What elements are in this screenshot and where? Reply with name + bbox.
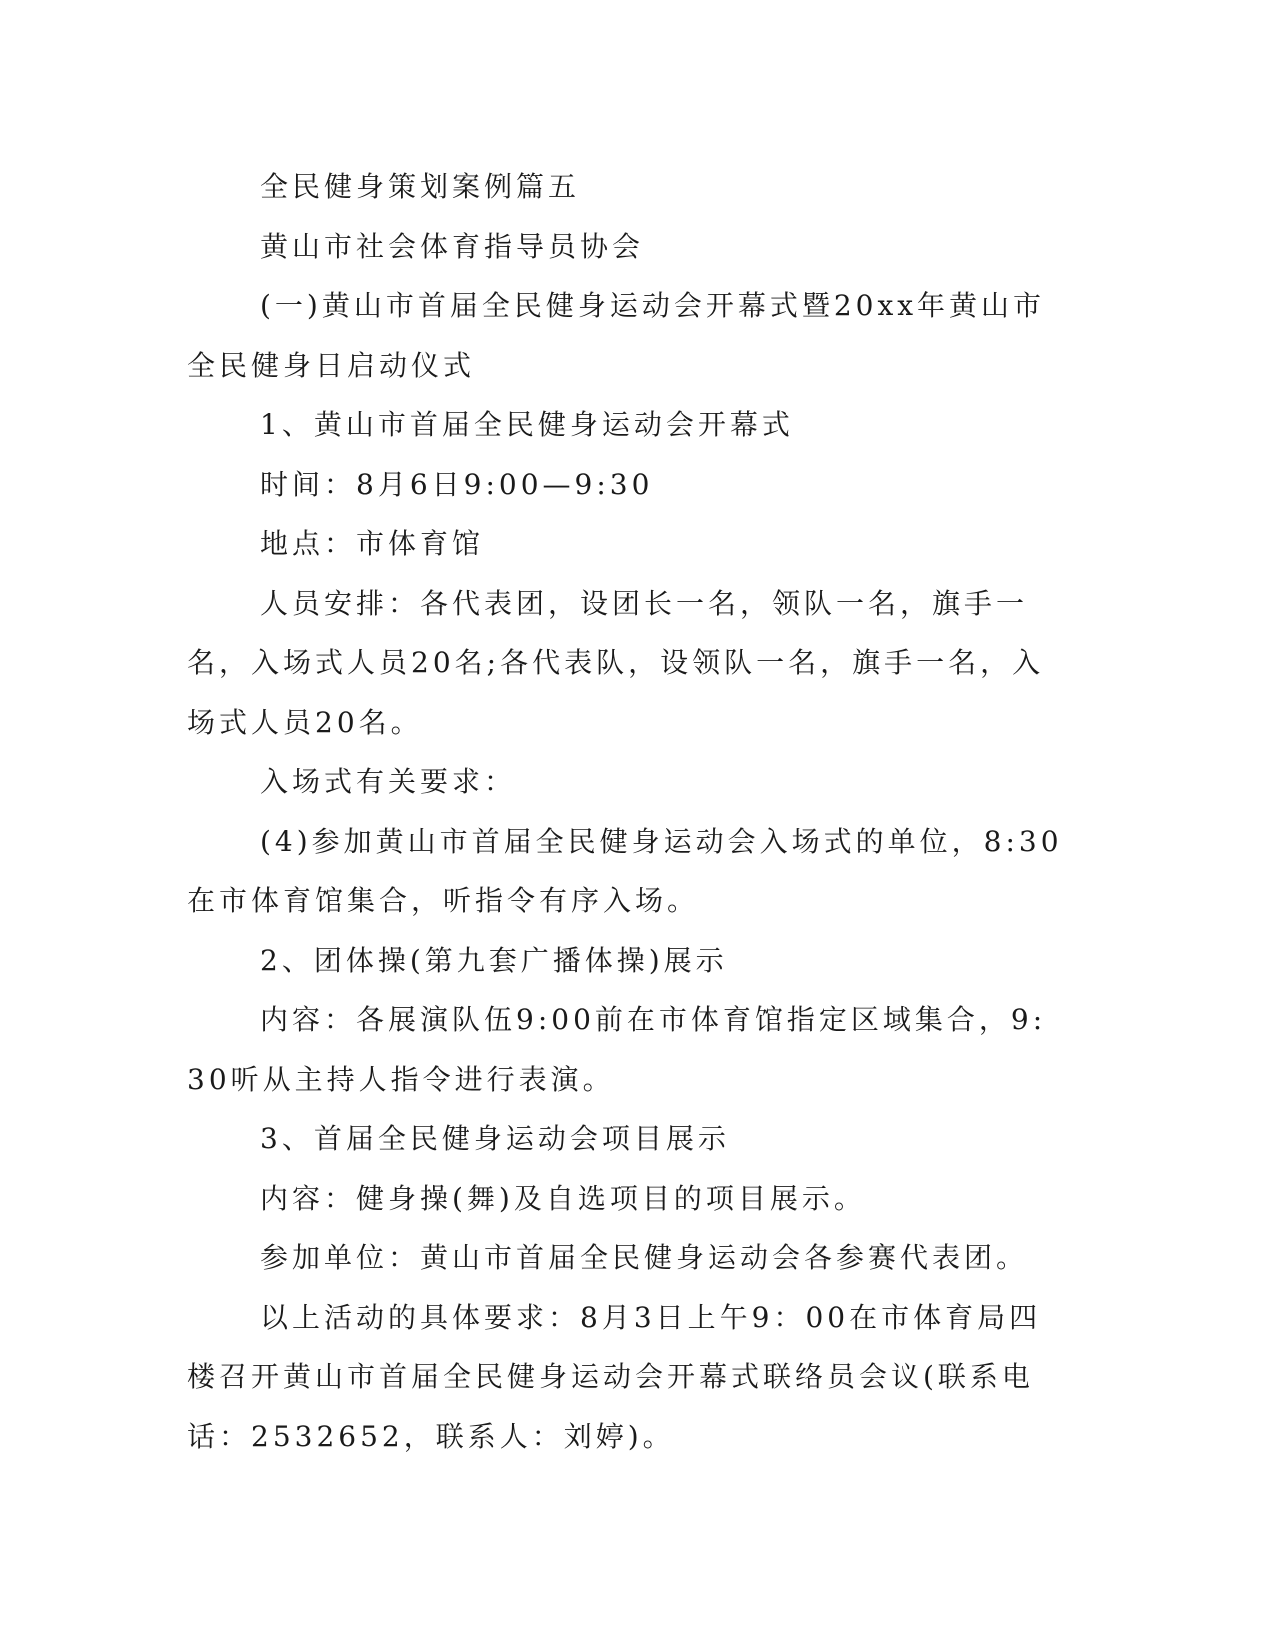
item-heading-3: 3、首届全民健身运动会项目展示 <box>260 1122 730 1155</box>
item-heading-1: 1、黄山市首届全民健身运动会开幕式 <box>260 408 794 441</box>
location-line: 地点：市体育馆 <box>260 527 485 560</box>
document-body <box>187 157 1067 1466</box>
entrance-requirements-heading: 入场式有关要求： <box>260 765 517 798</box>
entrance-requirement-4: (4)参加黄山市首届全民健身运动会入场式的单位，8:30在市体育馆集合，听指令有序入场。 <box>187 824 1063 917</box>
section-heading-1: (一)黄山市首届全民健身运动会开幕式暨20xx年黄山市全民健身日启动仪式 <box>187 289 1046 382</box>
time-line: 时间：8月6日9:00—9:30 <box>260 467 654 501</box>
staffing-paragraph: 人员安排：各代表团，设团长一名，领队一名，旗手一名，入场式人员20名;各代表队，设领队一名，旗手一名，入场式人员20名。 <box>187 586 1045 739</box>
doc-title: 全民健身策划案例篇五 <box>260 170 581 203</box>
meeting-requirements-paragraph: 以上活动的具体要求：8月3日上午9：00在市体育局四楼召开黄山市首届全民健身运动会开幕式联络员会议(联系电话：2532652，联系人：刘婷)。 <box>187 1300 1042 1453</box>
item-3-content: 内容：健身操(舞)及自选项目的项目展示。 <box>260 1181 866 1215</box>
participants-line: 参加单位：黄山市首届全民健身运动会各参赛代表团。 <box>260 1241 1029 1274</box>
item-heading-2: 2、团体操(第九套广播体操)展示 <box>260 943 728 977</box>
item-2-content: 内容：各展演队伍9:00前在市体育馆指定区域集合，9:30听从主持人指令进行表演。 <box>187 1003 1047 1096</box>
organizer: 黄山市社会体育指导员协会 <box>260 229 645 263</box>
